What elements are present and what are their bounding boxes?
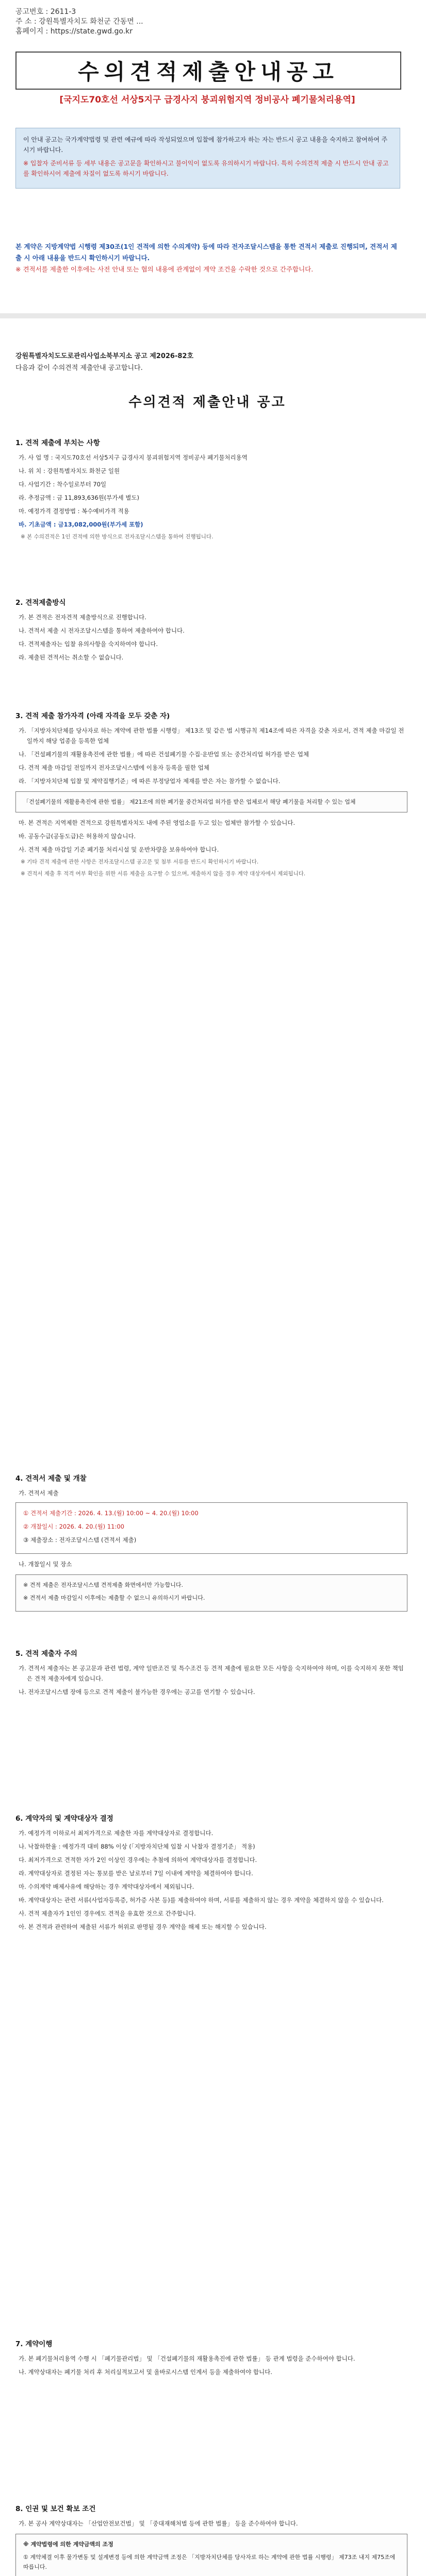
s6-item: 사. 견적 제출자가 1인인 경우에도 견적을 유효한 것으로 간주합니다. bbox=[19, 1910, 196, 1917]
s6-item: 가. 예정가격 이하로서 최저가격으로 제출한 자를 계약대상자로 결정합니다. bbox=[19, 1829, 214, 1837]
s3-item: 사. 견적 제출 마감일 기준 폐기물 처리시설 및 운반차량을 보유하여야 합니다. bbox=[19, 846, 219, 853]
s3-note: ※ 견적서 제출 후 적격 여부 확인을 위한 서류 제출을 요구할 수 있으며, 제출하지 않을 경우 계약 대상자에서 제외됩니다. bbox=[21, 871, 306, 877]
document-header bbox=[15, 7, 232, 37]
doc-number: 공고번호 : 2611-3 bbox=[15, 8, 76, 16]
s4-item: 나. 개찰일시 및 장소 bbox=[19, 1561, 72, 1568]
dept-address: 주 소 : 강원특별자치도 화천군 간동면 ... bbox=[15, 18, 143, 26]
s3-item: 가. 「지방자치단체를 당사자로 하는 계약에 관한 법률 시행령」 제13조 및 같은 법 시행규칙 제14조에 따른 자격을 갖춘 자로서, 견적 제출 마감일 전일까지 해당 업종을 등록한 업체 bbox=[19, 727, 404, 744]
section-3 bbox=[15, 711, 407, 882]
s1-item: 가. 사 업 명 : 국지도70호선 서상5지구 급경사지 붕괴위험지역 정비공사 폐기물처리용역 bbox=[19, 454, 248, 461]
s6-item: 나. 낙찰하한율 : 예정가격 대비 88% 이상 (「지방자치단체 입찰 시 낙찰자 결정기준」 적용) bbox=[19, 1843, 255, 1850]
intro-line-2: ※ 견적서를 제출한 이후에는 사전 안내 또는 협의 내용에 관계없이 계약 조건을 수락한 것으로 간주합니다. bbox=[15, 265, 314, 273]
section-5 bbox=[15, 1649, 407, 1700]
announcement-head bbox=[15, 350, 399, 374]
s4-note: ※ 견적서 제출 마감일시 이후에는 제출할 수 없으니 유의하시기 바랍니다. bbox=[23, 1595, 205, 1601]
s1-item-base-price: 바. 기초금액 : 금13,082,000원(부가세 포함) bbox=[19, 521, 143, 528]
section-2 bbox=[15, 598, 407, 666]
s3-item: 다. 견적 제출 마감일 전일까지 전자조달시스템에 이용자 등록을 필한 업체 bbox=[19, 764, 209, 771]
s1-item: 마. 예정가격 결정방법 : 복수예비가격 적용 bbox=[19, 507, 129, 515]
s1-item: 다. 사업기간 : 착수일로부터 70일 bbox=[19, 481, 107, 488]
section-4-heading: 4. 견적서 제출 및 개찰 bbox=[15, 1475, 87, 1483]
s6-item: 아. 본 견적과 관련하여 제출된 서류가 허위로 판명될 경우 계약을 해제 또는 해지할 수 있습니다. bbox=[19, 1923, 267, 1930]
s3-note: ※ 기타 견적 제출에 관한 사항은 전자조달시스템 공고문 및 첨부 서류를 반드시 확인하시기 바랍니다. bbox=[21, 859, 259, 865]
s6-item: 라. 계약대상자로 결정된 자는 통보를 받은 날로부터 7일 이내에 계약을 체결하여야 합니다. bbox=[19, 1870, 253, 1877]
s8-item: 가. 본 공사 계약상대자는 「산업안전보건법」 및 「중대재해처벌 등에 관한 법률」 등을 준수하여야 합니다. bbox=[19, 2520, 298, 2527]
page-title: 수의견적제출안내공고 bbox=[78, 59, 339, 84]
section-2-heading: 2. 견적제출방식 bbox=[15, 599, 66, 607]
section-8-heading: 8. 인권 및 보건 확보 조건 bbox=[15, 2505, 96, 2513]
section-8 bbox=[15, 2504, 407, 2576]
section-1 bbox=[15, 438, 407, 545]
section-divider bbox=[0, 313, 426, 318]
notice-paragraph-2: ※ 입찰자 준비서류 등 세부 내용은 공고문을 확인하시고 불이익이 없도록 유의하시기 바랍니다. 특히 수의견적 제출 시 반드시 안내 공고를 확인하시어 제출에 차질이 없도록 하시기 바랍니다. bbox=[23, 160, 389, 177]
announcement-title: 수의견적 제출안내 공고 bbox=[128, 395, 286, 410]
s7-item: 나. 계약상대자는 폐기물 처리 후 처리실적보고서 및 올바로시스템 인계서 등을 제출하여야 합니다. bbox=[19, 2368, 272, 2376]
s5-item: 가. 견적서 제출자는 본 공고문과 관련 법령, 계약 일반조건 및 특수조건 등 견적 제출에 필요한 모든 사항을 숙지하여야 하며, 이를 숙지하지 못한 책임은 견적 제출자에게 있습니다. bbox=[19, 1665, 404, 1682]
s6-item: 바. 계약대상자는 관련 서류(사업자등록증, 허가증 사본 등)를 제출하여야 하며, 서류를 제출하지 않는 경우 계약을 체결하지 않을 수 있습니다. bbox=[19, 1896, 384, 1904]
s4-note-box bbox=[15, 1574, 407, 1612]
section-1-heading: 1. 견적 제출에 부치는 사항 bbox=[15, 439, 100, 447]
notice-paragraph-1: 이 안내 공고는 국가계약법령 및 관련 예규에 따라 작성되었으며 입찰에 참가하고자 하는 자는 반드시 공고 내용을 숙지하고 참여하여 주시기 바랍니다. bbox=[23, 136, 388, 154]
section-7-heading: 7. 계약이행 bbox=[15, 2340, 53, 2348]
s2-item: 가. 본 견적은 전자견적 제출방식으로 진행합니다. bbox=[19, 614, 146, 621]
section-4 bbox=[15, 1473, 407, 1617]
announcement-number: 강원특별자치도도로관리사업소북부지소 공고 제2026-82호 bbox=[15, 352, 193, 360]
section-5-heading: 5. 견적 제출자 주의 bbox=[15, 1650, 77, 1658]
s2-item: 나. 견적서 제출 시 전자조달시스템을 통하여 제출하여야 합니다. bbox=[19, 627, 185, 634]
s3-item: 바. 공동수급(공동도급)은 허용하지 않습니다. bbox=[19, 833, 136, 840]
s1-note: ※ 본 수의견적은 1인 견적에 의한 방식으로 전자조달시스템을 통하여 진행됩니다. bbox=[21, 534, 214, 540]
s2-item: 라. 제출된 견적서는 취소할 수 없습니다. bbox=[19, 654, 124, 661]
s1-item: 라. 추정금액 : 금 11,893,636원(부가세 별도) bbox=[19, 494, 139, 501]
section-6 bbox=[15, 1814, 407, 1935]
s4-date-submit: ① 견적서 제출기간 : 2026. 4. 13.(월) 10:00 ~ 4. 20.(월) 10:00 bbox=[23, 1510, 199, 1517]
project-subtitle: [국지도70호선 서상5지구 급경사지 붕괴위험지역 정비공사 폐기물처리용역] bbox=[59, 95, 355, 105]
s6-item: 마. 수의계약 배제사유에 해당하는 경우 계약대상자에서 제외됩니다. bbox=[19, 1883, 194, 1890]
s8-box-line: ※ 계약법령에 의한 계약금액의 조정 bbox=[23, 2541, 113, 2548]
s7-item: 가. 본 폐기물처리용역 수행 시 「폐기물관리법」 및 「건설폐기물의 재활용촉진에 관한 법률」 등 관계 법령을 준수하여야 합니다. bbox=[19, 2355, 355, 2362]
s4-note: ※ 견적 제출은 전자조달시스템 견적제출 화면에서만 가능합니다. bbox=[23, 1582, 183, 1588]
s4-date-box bbox=[15, 1502, 407, 1554]
section-6-heading: 6. 계약자의 및 계약대상자 결정 bbox=[15, 1815, 113, 1823]
title-box bbox=[15, 52, 401, 90]
s3-item: 라. 「지방자치단체 입찰 및 계약집행기준」에 따른 부정당업자 제재를 받은 자는 참가할 수 없습니다. bbox=[19, 777, 281, 785]
s3-item: 마. 본 견적은 지역제한 견적으로 강원특별자치도 내에 주된 영업소를 두고 있는 업체만 참가할 수 있습니다. bbox=[19, 819, 296, 826]
announcement-lead: 다음과 같이 수의견적 제출안내 공고합니다. bbox=[15, 364, 143, 372]
s4-item: 가. 견적서 제출 bbox=[19, 1489, 59, 1497]
s8-price-adjust-box bbox=[15, 2534, 407, 2576]
s2-item: 다. 견적제출자는 입찰 유의사항을 숙지하여야 합니다. bbox=[19, 640, 158, 648]
notice-box bbox=[15, 128, 400, 189]
homepage-link[interactable]: 홈페이지 : https://state.gwd.go.kr bbox=[15, 27, 133, 36]
section-3-heading: 3. 견적 제출 참가자격 (아래 자격을 모두 갖춘 자) bbox=[15, 712, 170, 720]
s6-item: 다. 최저가격으로 견적한 자가 2인 이상인 경우에는 추첨에 의하여 계약대상자를 결정합니다. bbox=[19, 1856, 257, 1863]
s4-date-place: ③ 제출장소 : 전자조달시스템 (견적서 제출) bbox=[23, 1536, 137, 1544]
s8-box-line: ① 계약체결 이후 물가변동 및 설계변경 등에 의한 계약금액 조정은 「지방자치단체를 당사자로 하는 계약에 관한 법률 시행령」 제73조 내지 제75조에 따릅니다. bbox=[23, 2554, 396, 2570]
s3-item: 나. 「건설폐기물의 재활용촉진에 관한 법률」에 따른 건설폐기물 수집·운반업 또는 중간처리업 허가를 받은 업체 bbox=[19, 751, 309, 758]
intro-line-1: 본 계약은 지방계약법 시행령 제30조(1인 견적에 의한 수의계약) 등에 따라 전자조달시스템을 통한 견적서 제출로 진행되며, 견적서 제출 시 아래 내용을 반드시 확인하시기 바랍니다. bbox=[15, 243, 397, 262]
s4-date-open: ② 개찰일시 : 2026. 4. 20.(월) 11:00 bbox=[23, 1523, 124, 1530]
intro-text bbox=[15, 241, 399, 275]
section-7 bbox=[15, 2339, 407, 2380]
s3-license-box: 「건설폐기물의 재활용촉진에 관한 법률」 제21조에 의한 폐기물 중간처리업 허가를 받은 업체로서 해당 폐기물을 처리할 수 있는 업체 bbox=[15, 791, 407, 812]
s1-item: 나. 위 치 : 강원특별자치도 화천군 일원 bbox=[19, 467, 120, 474]
s5-item: 나. 전자조달시스템 장애 등으로 견적 제출이 불가능한 경우에는 공고를 연기할 수 있습니다. bbox=[19, 1688, 255, 1696]
